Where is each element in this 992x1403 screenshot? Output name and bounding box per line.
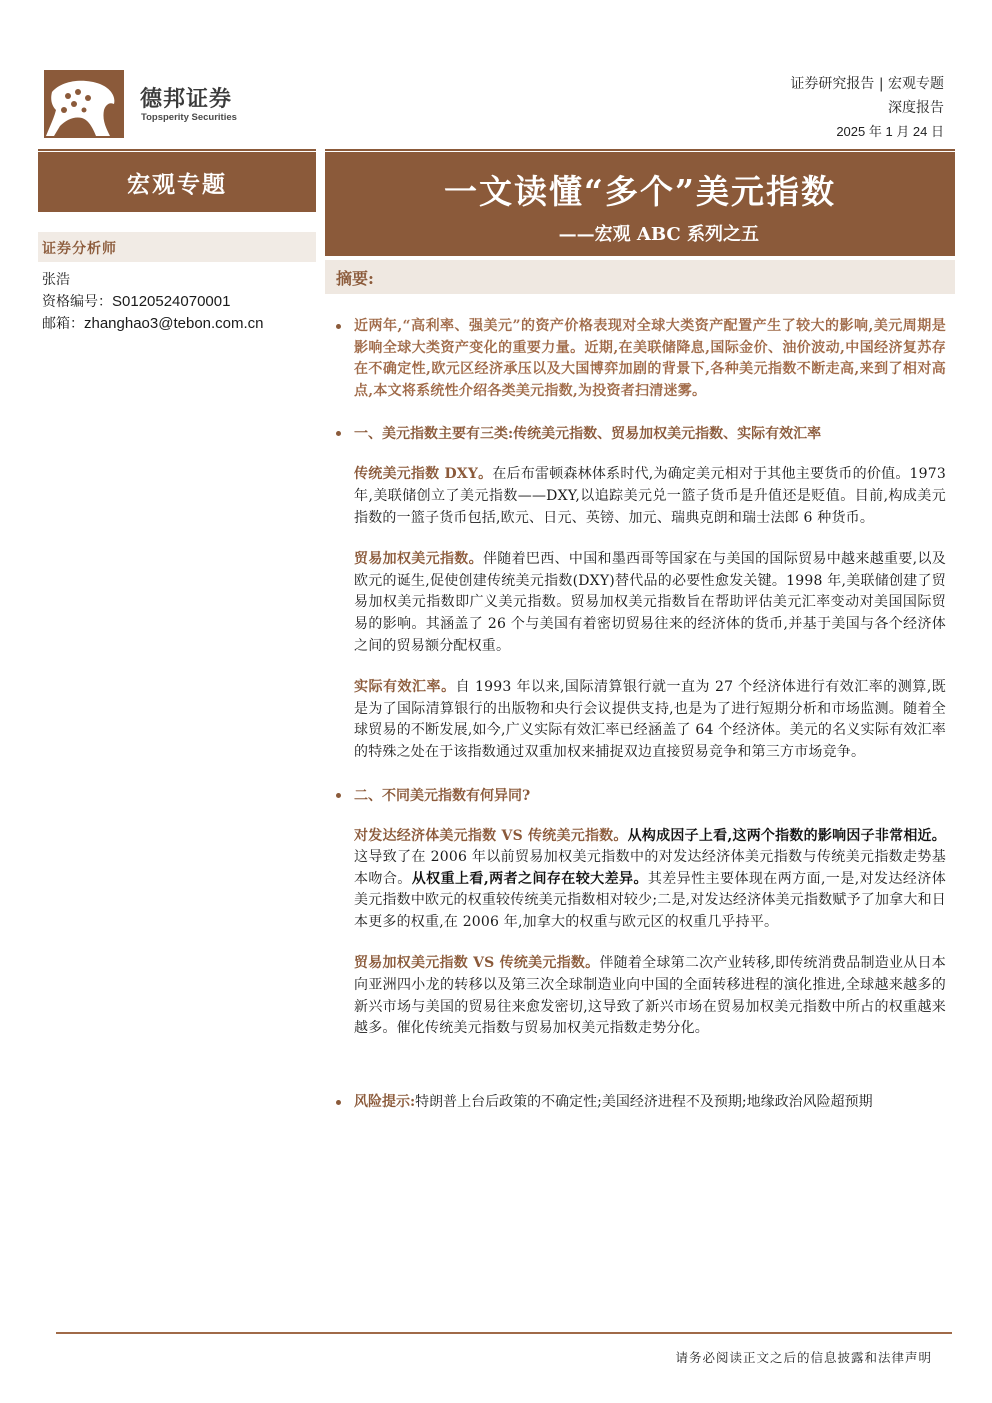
paragraph-text: 这导致了在 2006 年以前贸易加权美元指数中的对发达经济体美元指数与传统美元指数走势基本吻合。: [354, 849, 946, 887]
paragraph-reer: [336, 677, 946, 763]
paragraph-emphasis: 从构成因子上看,这两个指数的影响因子非常相近。: [627, 827, 946, 844]
brand-name-cn: 德邦证券: [140, 87, 233, 112]
report-type: 证券研究报告 | 宏观专题: [790, 76, 944, 92]
paragraph-trade-vs-dxy: [336, 953, 946, 1039]
report-depth: 深度报告: [888, 100, 944, 116]
risk-text: 特朗普上台后政策的不确定性;美国经济进程不及预期;地缘政治风险超预期: [415, 1093, 873, 1110]
footer-divider: [56, 1332, 952, 1334]
paragraph-emphasis: 从权重上看,两者之间存在较大差异。: [411, 870, 648, 887]
paragraph-trade-weighted: [336, 549, 946, 657]
paragraph-text: 伴随着全球第二次产业转移,即传统消费品制造业从日本向亚洲四小龙的转移以及第三次全球制造业向中国的全面转移进程的演化推进,全球越来越多的新兴市场与美国的贸易往来愈发密切,这导致了新兴市场在贸易加权美元指数中所占的权重越来越多。催化传统美元指数与贸易加权美元指数走势分化。: [354, 955, 946, 1037]
report-date: 2025 年 1 月 24 日: [836, 124, 944, 139]
cert-label: 资格编号：: [42, 294, 112, 310]
brand-name-en: Topsperity Securities: [141, 112, 237, 123]
paragraph-advanced-vs-dxy: [336, 826, 946, 934]
paragraph-lead: 传统美元指数 DXY。: [354, 466, 493, 483]
analyst-email[interactable]: zhanghao3@tebon.com.cn: [84, 315, 264, 332]
category-banner: 宏观专题: [38, 152, 316, 212]
paragraph-text: 自 1993 年以来,国际清算银行就一直为 27 个经济体进行有效汇率的测算,既是为了国际清算银行的出版物和央行会议提供支持,也是为了进行短期分析和市场监测。随着全球贸易的不断发展,如今,广义实际有效汇率已经涵盖了 64 个经济体。美元的名义实际有效汇率的特殊之处在于该指数通过双重加权来捕捉双边直接贸易竞争和第三方市场竞争。: [354, 679, 946, 760]
analyst-label: 证券分析师: [42, 241, 117, 257]
paragraph-text: 伴随着巴西、中国和墨西哥等国家在与美国的国际贸易中越来越重要,以及欧元的诞生,促使创建传统美元指数(DXY)替代品的必要性愈发关键。1998 年,美联储创建了贸易加权美元指数即广义美元指数。贸易加权美元指数旨在帮助评估美元汇率变动对美国国际贸易的影响。其涵盖了 26 个与美国有着密切贸易往来的经济体的货币,并基于美国与各个经济体之间的贸易额分配权重。: [354, 551, 946, 654]
sub-title: ——宏观 ABC 系列之五: [558, 224, 759, 245]
footer-disclaimer: 请务必阅读正文之后的信息披露和法律声明: [675, 1350, 932, 1365]
paragraph-lead: 实际有效汇率。: [354, 679, 456, 696]
summary-label: 摘要:: [336, 269, 374, 288]
company-logo: [44, 70, 264, 140]
summary-content: [336, 316, 946, 1113]
leopard-logo-icon: [44, 70, 124, 138]
paragraph-lead: 贸易加权美元指数 VS 传统美元指数。: [354, 955, 600, 972]
section-2-heading: 二、不同美元指数有何异同?: [336, 785, 946, 807]
section-1-heading: 一、美元指数主要有三类:传统美元指数、贸易加权美元指数、实际有效汇率: [336, 423, 946, 445]
risk-label: 风险提示:: [354, 1093, 416, 1110]
risk-warning: [336, 1092, 946, 1114]
analyst-info: [42, 270, 264, 335]
paragraph-text: 在后布雷顿森林体系时代,为确定美元相对于其他主要货币的价值。1973 年,美联储创立了美元指数——DXY,以追踪美元兑一篮子货币是升值还是贬值。目前,构成美元指数的一篮子货币包括,欧元、日元、英镑、加元、瑞典克朗和瑞士法郎 6 种货币。: [354, 466, 946, 526]
title-divider: [325, 149, 955, 151]
paragraph-dxy: [336, 464, 946, 529]
paragraph-lead: 对发达经济体美元指数 VS 传统美元指数。: [354, 827, 628, 844]
main-title: 一文读懂“多个”美元指数: [444, 172, 836, 211]
summary-intro: 近两年,“高利率、强美元”的资产价格表现对全球大类资产配置产生了较大的影响,美元周期是影响全球大类资产变化的重要力量。近期,在美联储降息,国际金价、油价波动,中国经济复苏存在不确定性,欧元区经济承压以及大国博弈加剧的背景下,各种美元指数不断走高,来到了相对高点,本文将系统性介绍各类美元指数,为投资者扫清迷雾。: [336, 316, 946, 402]
left-divider: [38, 149, 316, 151]
report-meta: [790, 72, 944, 144]
summary-bar: [325, 260, 955, 294]
title-banner: [325, 152, 955, 256]
paragraph-lead: 贸易加权美元指数。: [354, 551, 483, 568]
email-label: 邮箱：: [42, 316, 84, 332]
analyst-name: 张浩: [42, 272, 70, 288]
cert-number: S0120524070001: [112, 293, 231, 310]
paragraph-text: 其差异性主要体现在两方面,一是,对发达经济体美元指数中欧元的权重较传统美元指数相对较少;二是,对发达经济体美元指数赋予了加拿大和日本更多的权重,在 2006 年,加拿大的权重与欧元区的权重几乎持平。: [354, 870, 946, 930]
